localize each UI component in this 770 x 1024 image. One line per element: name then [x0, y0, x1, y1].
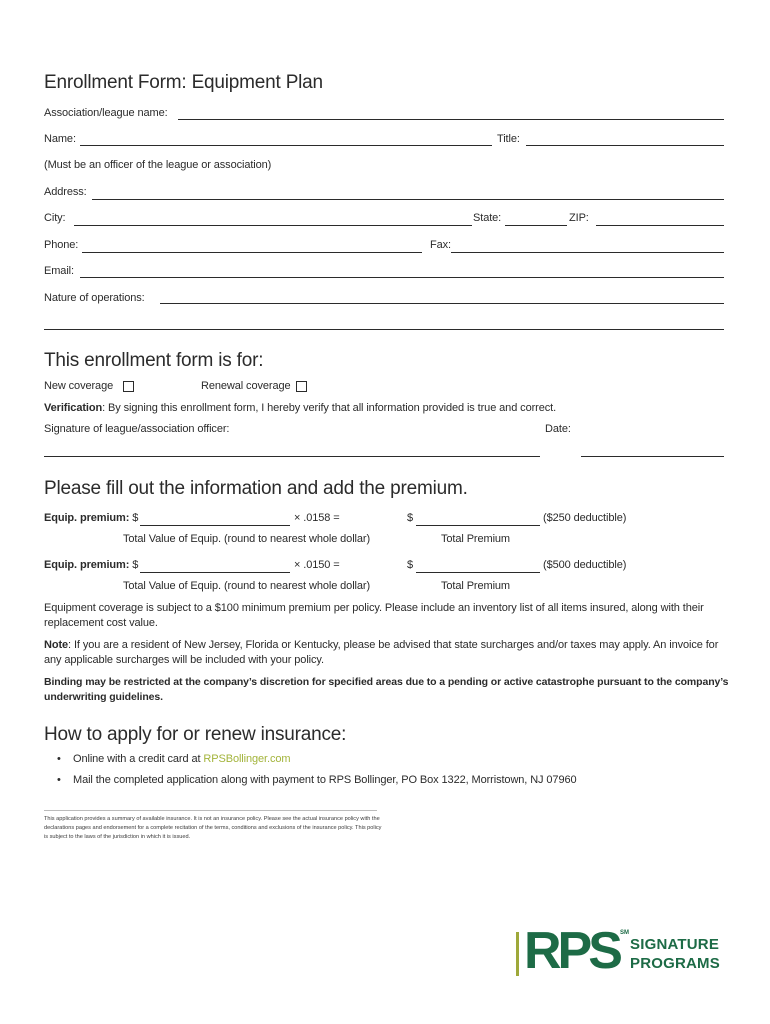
- signature-label: Signature of league/association officer:: [44, 423, 230, 435]
- equip-value-field-2[interactable]: [140, 572, 290, 573]
- premium-heading: Please fill out the information and add the premium.: [44, 478, 468, 499]
- email-label: Email:: [44, 265, 74, 277]
- note-text: : If you are a resident of New Jersey, Florida or Kentucky, please be advised that state surcharges and/or taxes may apply. An invoice for any applicable surcharges will be included with your policy.: [44, 639, 719, 666]
- dollar-sign-2: $: [407, 512, 414, 524]
- dollar-sign-2: $: [407, 559, 414, 571]
- logo-accent-bar: [516, 932, 519, 976]
- dollar-sign: $: [132, 512, 139, 524]
- nature-field[interactable]: [160, 303, 724, 304]
- apply-online-text: Online with a credit card at: [73, 753, 204, 765]
- signature-field[interactable]: [44, 456, 540, 457]
- officer-note: (Must be an officer of the league or association): [44, 159, 272, 171]
- verification-text: : By signing this enrollment form, I hereby verify that all information provided is true and correct.: [102, 402, 557, 414]
- total-premium-field-2[interactable]: [416, 572, 540, 573]
- renewal-coverage-label: Renewal coverage: [201, 380, 291, 392]
- note-label: Note: [44, 639, 69, 651]
- city-field[interactable]: [74, 225, 472, 226]
- apply-mail-item: Mail the completed application along with payment to RPS Bollinger, PO Box 1322, Morristown, NJ 07960: [73, 774, 577, 786]
- premium-row-2: [44, 559, 138, 571]
- rate-2: × .0150 =: [294, 559, 340, 571]
- rps-logo: [516, 922, 726, 980]
- bullet: •: [57, 774, 61, 786]
- equip-value-field-1[interactable]: [140, 525, 290, 526]
- residency-note: [44, 638, 734, 668]
- logo-servicemark: SM: [620, 930, 629, 936]
- new-coverage-label: New coverage: [44, 380, 114, 392]
- zip-label: ZIP:: [569, 212, 589, 224]
- phone-field[interactable]: [82, 252, 422, 253]
- association-label: Association/league name:: [44, 107, 168, 119]
- disclaimer-divider: [44, 810, 377, 811]
- binding-note: Binding may be restricted at the company’s discretion for specified areas due to a pending or active catastrophe pursuant to the company’s underwriting guidelines.: [44, 676, 729, 703]
- state-field[interactable]: [505, 225, 567, 226]
- address-field[interactable]: [92, 199, 724, 200]
- date-field[interactable]: [581, 456, 724, 457]
- premium-label: Equip. premium:: [44, 559, 130, 571]
- name-field[interactable]: [80, 145, 492, 146]
- rate-1: × .0158 =: [294, 512, 340, 524]
- verification-statement: [44, 402, 556, 414]
- new-coverage-checkbox[interactable]: [123, 381, 134, 392]
- nature-label: Nature of operations:: [44, 292, 145, 304]
- zip-field[interactable]: [596, 225, 724, 226]
- deductible-1: ($250 deductible): [543, 512, 627, 524]
- fax-label: Fax:: [430, 239, 451, 251]
- disclaimer: This application provides a summary of available insurance. It is not an insurance policy. Please see the actual insurance policy with the declarations pages and endorsement for a complete recitation of the terms, conditions and exclusions of the insurance policy. This policy is subject to the laws of the jurisdiction in which it is issued.: [44, 816, 382, 840]
- total-premium-field-1[interactable]: [416, 525, 540, 526]
- nature-field-line2[interactable]: [44, 329, 724, 330]
- city-label: City:: [44, 212, 66, 224]
- apply-heading: How to apply for or renew insurance:: [44, 724, 347, 745]
- name-label: Name:: [44, 133, 76, 145]
- equip-value-caption-1: Total Value of Equip. (round to nearest whole dollar): [123, 533, 371, 545]
- title-label: Title:: [497, 133, 520, 145]
- page-title: Enrollment Form: Equipment Plan: [44, 72, 323, 93]
- total-premium-caption-1: Total Premium: [441, 533, 510, 545]
- premium-row-1: [44, 512, 138, 524]
- bullet: •: [57, 753, 61, 765]
- fax-field[interactable]: [451, 252, 724, 253]
- deductible-2: ($500 deductible): [543, 559, 627, 571]
- title-field[interactable]: [526, 145, 724, 146]
- total-premium-caption-2: Total Premium: [441, 580, 510, 592]
- logo-text-line1: SIGNATURE: [630, 936, 720, 953]
- premium-label: Equip. premium:: [44, 512, 130, 524]
- dollar-sign: $: [132, 559, 139, 571]
- state-label: State:: [473, 212, 502, 224]
- logo-text-line2: PROGRAMS: [630, 955, 720, 972]
- equip-value-caption-2: Total Value of Equip. (round to nearest whole dollar): [123, 580, 371, 592]
- phone-label: Phone:: [44, 239, 79, 251]
- renewal-coverage-checkbox[interactable]: [296, 381, 307, 392]
- verification-label: Verification: [44, 402, 103, 414]
- enrollment-heading: This enrollment form is for:: [44, 350, 264, 371]
- rpsbollinger-link[interactable]: RPSBollinger.com: [203, 753, 291, 765]
- coverage-note: Equipment coverage is subject to a $100 minimum premium per policy. Please include an inventory list of all items insured, along with their replacement cost value.: [44, 602, 704, 629]
- email-field[interactable]: [80, 277, 724, 278]
- apply-online-item: [73, 753, 290, 765]
- association-field[interactable]: [178, 119, 724, 120]
- address-label: Address:: [44, 186, 87, 198]
- date-label: Date:: [545, 423, 571, 435]
- logo-mark: RPS: [524, 922, 619, 980]
